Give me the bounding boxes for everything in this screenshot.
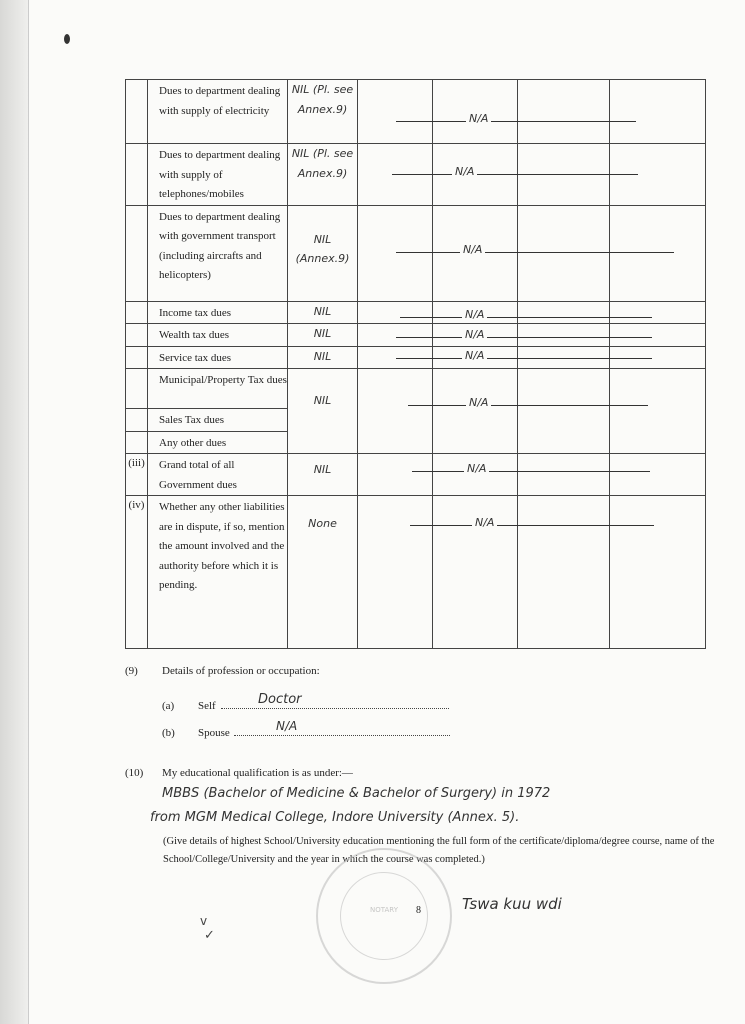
- row-number: [126, 144, 148, 206]
- table-row: [126, 324, 706, 347]
- row-description: Municipal/Property Tax dues: [148, 369, 288, 409]
- row-description: Income tax dues: [148, 301, 288, 324]
- na-strike-line: [410, 525, 654, 526]
- row-value: NIL (Pl. see Annex.9): [288, 80, 358, 144]
- binding-edge: [0, 0, 28, 1024]
- row-number: [126, 324, 148, 347]
- section-10-note: (Give details of highest School/University education mentioning the full form of the certificate/diploma/degree course, name of the School/College/University and the year in which the course was completed.): [163, 836, 715, 865]
- row-description: Sales Tax dues: [148, 409, 288, 432]
- table-row: [126, 301, 706, 324]
- row-number: [126, 409, 148, 432]
- na-mark: N/A: [452, 165, 477, 178]
- na-strike-line: [396, 121, 636, 122]
- punch-hole: [64, 34, 70, 44]
- row-value: NIL: [288, 346, 358, 369]
- dues-table: [125, 79, 706, 649]
- na-mark: N/A: [462, 308, 487, 321]
- row-description: Wealth tax dues: [148, 324, 288, 347]
- na-mark: N/A: [466, 396, 491, 409]
- spouse-field: [234, 719, 450, 736]
- row-value: NIL: [288, 369, 358, 454]
- table-row: [126, 369, 706, 409]
- qualification-line-2: from MGM Medical College, Indore University (Annex. 5).: [150, 810, 520, 825]
- na-mark: N/A: [464, 462, 489, 475]
- stamp-text: NOTARY: [370, 906, 398, 914]
- na-strike-line: [412, 471, 650, 472]
- section-9-heading: Details of profession or occupation:: [162, 665, 320, 677]
- section-9b-label: (b): [162, 727, 175, 739]
- notary-stamp: [316, 848, 452, 984]
- check-mark: v: [200, 914, 208, 928]
- row-description: Any other dues: [148, 431, 288, 454]
- row-number: [126, 431, 148, 454]
- na-strike-line: [396, 358, 652, 359]
- signature: Tswa kuu wdi: [462, 895, 562, 913]
- na-strike-line: [396, 337, 652, 338]
- row-description: Grand total of all Government dues: [148, 454, 288, 496]
- section-10-number: (10): [125, 767, 144, 779]
- section-9a-label: (a): [162, 700, 175, 712]
- row-number: [126, 301, 148, 324]
- table-row: [126, 496, 706, 649]
- row-description: Dues to department dealing with supply of electricity: [148, 80, 288, 144]
- na-mark: N/A: [460, 243, 485, 256]
- qualification-line-1: MBBS (Bachelor of Medicine & Bachelor of Surgery) in 1972: [162, 786, 551, 801]
- row-number: [126, 346, 148, 369]
- na-strike-line: [408, 405, 648, 406]
- row-value: NIL (Pl. see Annex.9): [288, 144, 358, 206]
- row-description: Service tax dues: [148, 346, 288, 369]
- na-strike-line: [396, 252, 674, 253]
- row-number: [126, 369, 148, 409]
- row-value: NIL: [288, 324, 358, 347]
- self-field-label: Self: [198, 700, 216, 712]
- check-mark: ✓: [204, 928, 215, 943]
- row-number: [126, 205, 148, 301]
- row-description: Dues to department dealing with supply of telephones/mobiles: [148, 144, 288, 206]
- section-9-number: (9): [125, 665, 138, 677]
- row-number: (iv): [126, 496, 148, 649]
- self-value: Doctor: [258, 692, 302, 707]
- row-description: Whether any other liabilities are in dispute, if so, mention the amount involved and the authority before which it is pending.: [148, 496, 288, 649]
- na-mark: N/A: [472, 516, 497, 529]
- table-row: [126, 80, 706, 144]
- row-value: NIL: [288, 301, 358, 324]
- table-row: [126, 205, 706, 301]
- na-mark: N/A: [466, 112, 491, 125]
- row-value: NIL: [288, 454, 358, 496]
- row-description: Dues to department dealing with government transport (including aircrafts and helicopters): [148, 205, 288, 301]
- na-mark: N/A: [462, 328, 487, 341]
- spouse-field-label: Spouse: [198, 727, 230, 739]
- section-10-heading: My educational qualification is as under:—: [162, 767, 353, 779]
- row-value: None: [288, 496, 358, 649]
- page-mark: 8: [416, 905, 421, 916]
- row-number: (iii): [126, 454, 148, 496]
- table-row: [126, 454, 706, 496]
- row-value: NIL (Annex.9): [288, 205, 358, 301]
- na-mark: N/A: [462, 349, 487, 362]
- row-number: [126, 80, 148, 144]
- spouse-value: N/A: [276, 719, 298, 733]
- self-field: [221, 692, 449, 709]
- na-strike-line: [392, 174, 638, 175]
- na-strike-line: [400, 317, 652, 318]
